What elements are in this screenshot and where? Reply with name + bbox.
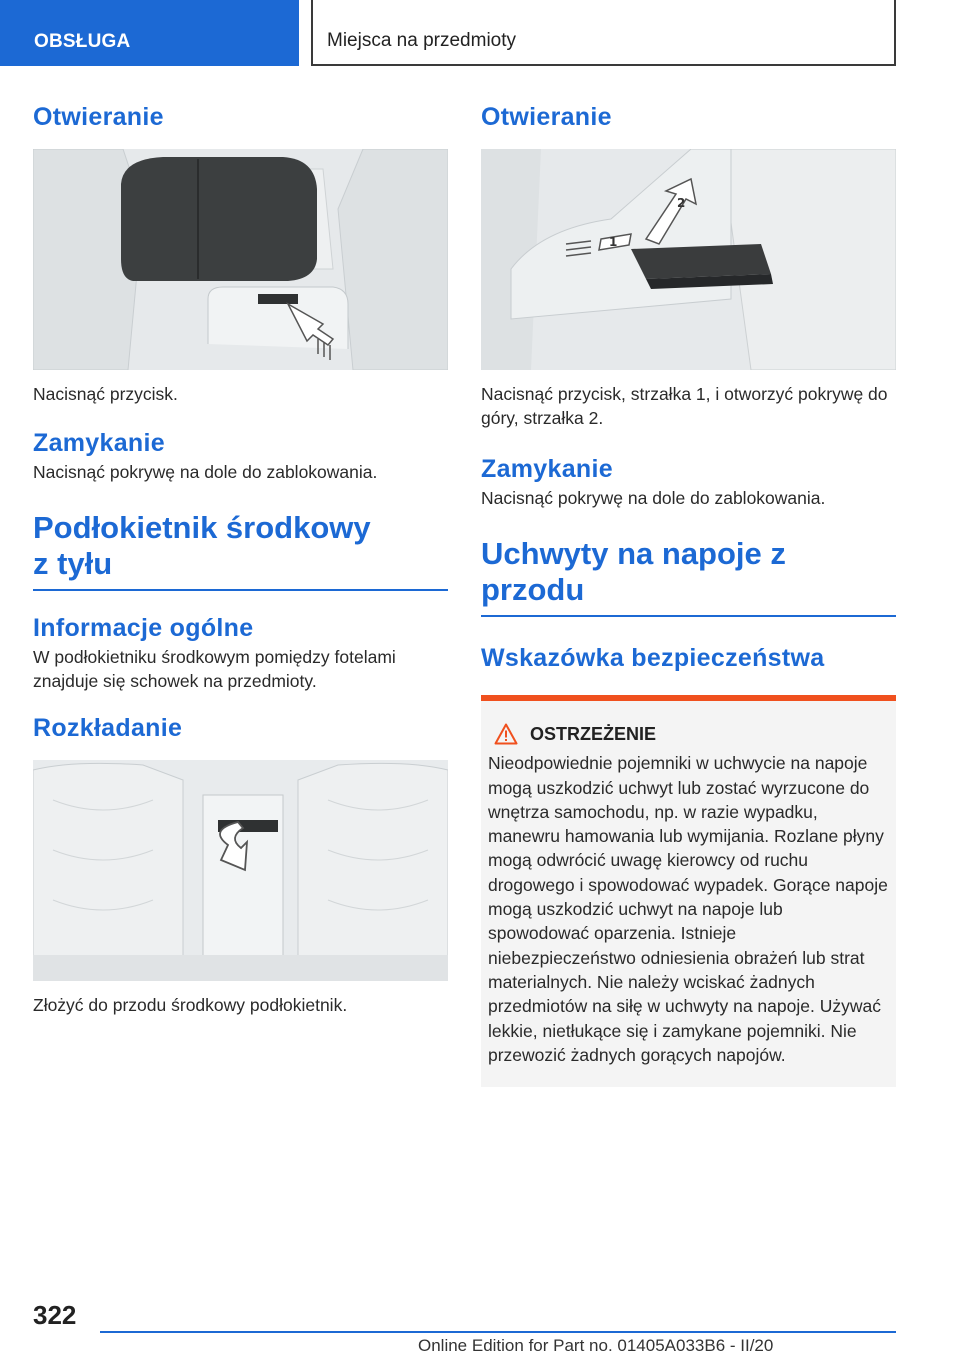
caption-press-button: Nacisnąć przycisk. (33, 384, 178, 404)
edition-note: Online Edition for Part no. 01405A033B6 - II/20 (418, 1336, 774, 1355)
caption-fold-armrest: Złożyć do przodu środkowy podłokietnik. (33, 995, 348, 1016)
footer-divider (100, 1331, 896, 1333)
heading-closing-right: Zamykanie (481, 455, 613, 483)
warning-text: Nieodpowiednie pojemniki w uchwycie na napoje mogą uszkodzić uchwyt lub zostać wyrzucone do wnętrza samochodu, np. w razie wypadku, manewru hamowania lub wymijania. Rozlane płyny mogą odwrócić uwagę kierowcy od ruchu drogowego i spowodować wypadek. Gorące napoje mogą uszkodzić uchwyt na napoje lub spowodować oparzenia. Istnieje niebezpieczeństwo odniesienia obrażeń lub strat materialnych. Nie należy wciskać żadnych przedmiotów na siłę w uchwyty na napoje. Używać lekkie, nietłukące się i zamykane pojemniki. Nie przewozić żadnych gorących napojów. (488, 753, 888, 1065)
cover-illustration (481, 149, 896, 370)
heading-cup-holders-line1: Uchwyty na napoje z (481, 536, 786, 571)
warning-title: OSTRZEŻENIE (530, 723, 657, 744)
heading-rear-armrest-line1: Podłokietnik środkowy (33, 510, 371, 545)
figure-armrest-opening (33, 149, 448, 370)
figure-armrest-unfolding (33, 760, 448, 981)
heading-cup-holders-line2: przodu (481, 571, 585, 607)
section-tab: OBSŁUGA (0, 0, 299, 66)
heading-unfolding: Rozkładanie (33, 714, 183, 743)
text-general-info: W podłokietniku środkowym pomiędzy fotelami znajduje się schowek na przedmioty. (33, 647, 396, 692)
caption-open-cover: Nacisnąć przycisk, strzałka 1, i otworzyć pokrywę do góry, strzałka 2. (481, 384, 888, 428)
arrow-label-2: 2 (677, 196, 686, 210)
heading-closing: Zamykanie (33, 429, 165, 457)
left-column (33, 100, 448, 1017)
heading-rear-armrest (33, 510, 448, 591)
heading-opening: Otwieranie (33, 103, 164, 131)
text-closing: Nacisnąć pokrywę na dole do zablokowania. (33, 462, 378, 482)
rear-seat-illustration (33, 760, 448, 981)
armrest-illustration (33, 149, 448, 370)
warning-triangle-icon (494, 723, 518, 745)
page-title: Miejsca na przedmioty (311, 0, 896, 66)
right-column (481, 100, 896, 1087)
figure-cover-opening (481, 149, 896, 370)
arrow-label-1: 1 (609, 235, 618, 249)
heading-cup-holders (481, 536, 896, 617)
text-closing-right: Nacisnąć pokrywę na dole do zablokowania. (481, 488, 826, 508)
warning-box (481, 695, 896, 1087)
warning-header (488, 723, 888, 745)
heading-rear-armrest-line2: z tyłu (33, 545, 113, 581)
heading-general-info: Informacje ogólne (33, 614, 254, 643)
page-number: 322 (33, 1300, 77, 1330)
heading-safety-note: Wskazówka bezpieczeństwa (481, 644, 825, 673)
heading-opening-right: Otwieranie (481, 103, 612, 131)
